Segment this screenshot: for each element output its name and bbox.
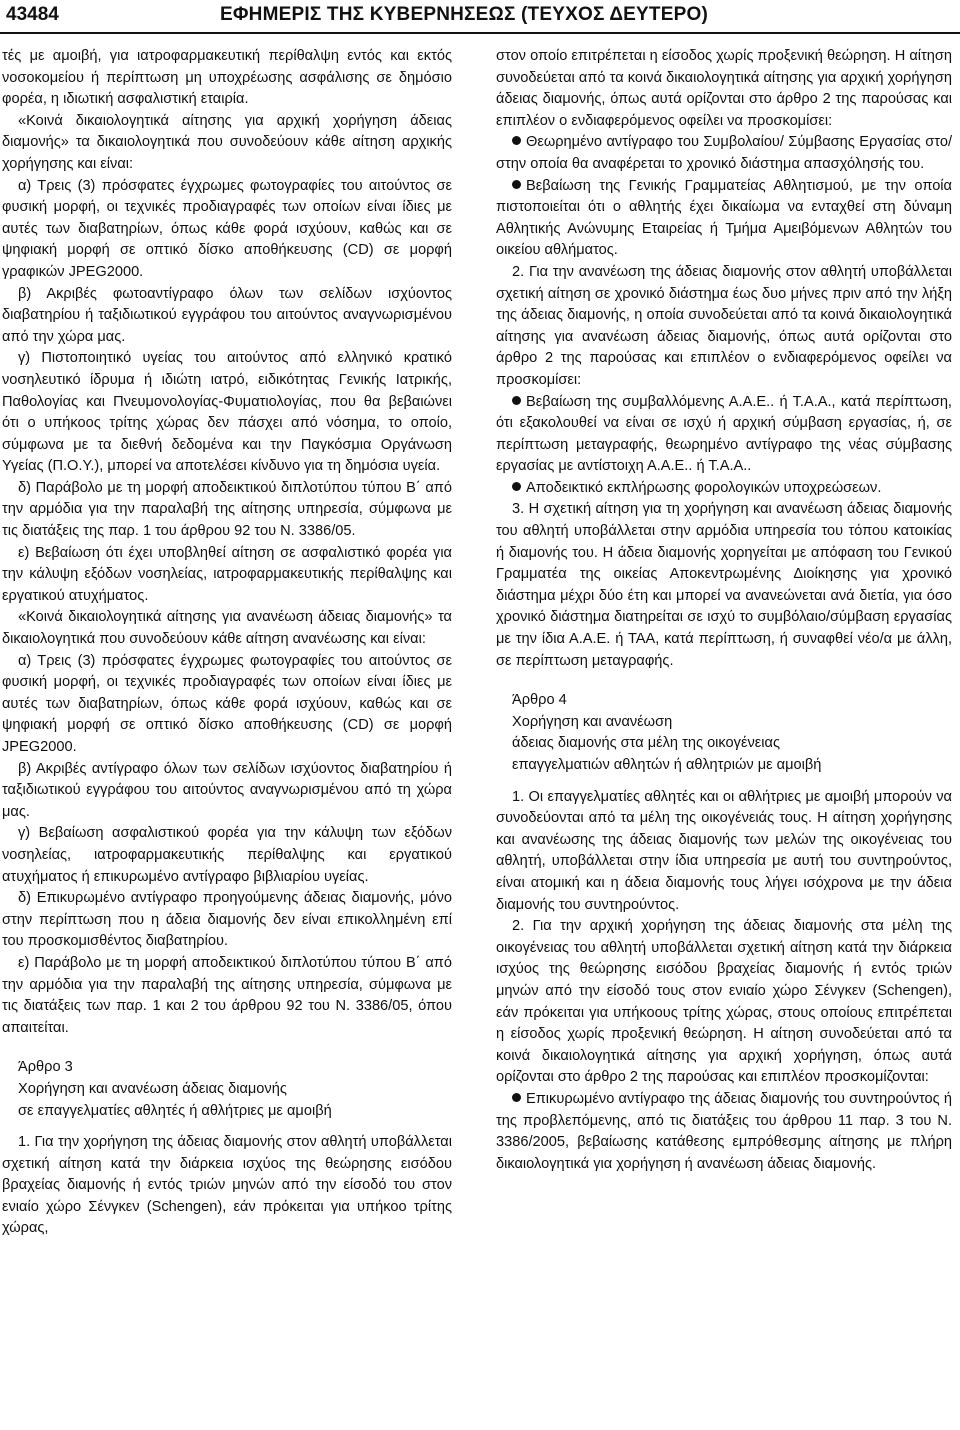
paragraph: ε) Βεβαίωση ότι έχει υποβληθεί αίτηση σε ασφαλιστικό φορέα για την κάλυψη εξόδων νοσηλείας, ιατροφαρμακευτικής περίθαλψης και εργατικού ατυχήματος. — [2, 544, 452, 604]
bullet-text: Βεβαίωση της συμβαλλόμενης Α.Α.Ε.. ή Τ.Α.Α., κατά περίπτωση, ότι εξακολουθεί να είναι σε ισχύ ή αρχική σύμβαση εργασίας, ή, σε περίπτωση μεταγραφής, θεωρημένο αντίγραφο της νέας σύμβασης εργασίας με αντίστοιχη Α.Α.Ε.. ή Τ.Α.Α.. — [496, 393, 952, 475]
page-number: 43484 — [6, 4, 59, 25]
bullet-text: Βεβαίωση της Γενικής Γραμματείας Αθλητισμού, με την οποία πιστοποιείται ότι ο αθλητής έχει δικαίωμα να ενταχθεί στη δύναμη Αθλητικής Ανώνυμης Εταιρείας ή Τμήμα Αμειβόμενων Αθλητών του οικείου αθλήματος. — [496, 177, 952, 259]
right-column — [496, 46, 952, 1175]
bullet-text: Αποδεικτικό εκπλήρωσης φορολογικών υποχρεώσεων. — [526, 479, 882, 496]
bullet-text: Θεωρημένο αντίγραφο του Συμβολαίου/ Σύμβασης Εργασίας στο/στην οποία θα αναφέρεται το χρονικό διάστημα απασχόλησής του. — [496, 134, 952, 172]
paragraph: 2. Για την ανανέωση της άδειας διαμονής στον αθλητή υποβάλλεται σχετική αίτηση σε χρονικό διάστημα έως δυο μήνες πριν από την λήξη της άδειας διαμονής, η οποία συνοδεύεται από τα κοινά δικαιολογητικά αίτησης για ανανέωση άδειας διαμονής, όπως αυτά ορίζονται στο άρθρο 2 της παρούσας και επιπλέον ο ενδιαφερόμενος οφείλει να προσκομίσει: — [496, 263, 952, 388]
paragraph: 2. Για την αρχική χορήγηση της άδειας διαμονής στα μέλη της οικογένειας του αθλητή υποβάλλεται σχετική αίτηση κατά την διάρκεια ισχύος της θεώρησης εισόδου βραχείας διαμονής ή εντός τριών μηνών από την είσοδό τους στον ενιαίο χώρο Σένγκεν (Schengen), εάν πρόκειται για υπήκοους τρίτης χώρας, στους οποίους επιτρέπεται η είσοδος χωρίς προξενική θεώρηση. Η αίτηση συνοδεύεται από τα κοινά δικαιολογητικά αίτησης για αρχική χορήγηση, όπως αυτά ορίζονται στο άρθρο 2 της παρούσας και επιπλέον προσκομίζονται: — [496, 918, 952, 1086]
article-3-heading — [2, 1057, 452, 1122]
article-4-title-line1: Χορήγηση και ανανέωση — [512, 713, 673, 730]
paragraph: 3. Η σχετική αίτηση για τη χορήγηση και ανανέωση άδειας διαμονής του αθλητή υποβάλλεται στην αρμόδια υπηρεσία του τόπου κατοικίας ή διαμονής του. Η άδεια διαμονής χορηγείται με απόφαση του Γενικού Γραμματέα της οικείας Αποκεντρωμένης Διοίκησης για χρονικό διάστημα μέχρι δύο έτη και μπορεί να ανανεώνεται ανά διετία, για όσο χρονικό διάστημα διατηρείται σε ισχύ το συμβόλαιο/σύμβαση εργασίας με την ίδια Α.Α.Ε. ή ΤΑΑ, κατά περίπτωση, ή συναφθεί νέο/α με άλλη, σε περίπτωση μεταγραφής. — [496, 501, 952, 669]
bullet-item — [496, 1089, 952, 1175]
gazette-title: ΕΦΗΜΕΡΙΣ ΤΗΣ ΚΥΒΕΡΝΗΣΕΩΣ (ΤΕΥΧΟΣ ΔΕΥΤΕΡΟ) — [220, 4, 708, 25]
article-3-number: Άρθρο 3 — [18, 1059, 73, 1076]
paragraph: 1. Για την χορήγηση της άδειας διαμονής στον αθλητή υποβάλλεται σχετική αίτηση κατά την διάρκεια ισχύος της θεώρησης εισόδου βραχείας διαμονής ή εντός τριών μηνών από την είσοδό του στον ενιαίο χώρο Σένγκεν (Schengen), εάν πρόκειται για υπήκοο τρίτης χώρας, — [2, 1134, 452, 1237]
bullet-item — [496, 392, 952, 478]
bullet-item — [496, 478, 952, 500]
paragraph: ε) Παράβολο με τη μορφή αποδεικτικού διπλοτύπου τύπου Β΄ από την αρμόδια για την παραλαβή της αίτησης υπηρεσία, σύμφωνα με τις διατάξεις των παρ. 1 και 2 του άρθρου 92 του Ν. 3386/05, όπου απαιτείται. — [2, 954, 452, 1036]
paragraph: τές με αμοιβή, για ιατροφαρμακευτική περίθαλψη εντός και εκτός νοσοκομείου ή περίπτωση μη υποχρέωσης ασφάλισης σε δημόσιο φορέα, η ιδιωτική ασφαλιστική εταιρία. — [2, 48, 452, 108]
bullet-icon — [512, 1093, 521, 1102]
paragraph: 1. Οι επαγγελματίες αθλητές και οι αθλήτριες με αμοιβή μπορούν να συνοδεύονται από τα μέλη της οικογένειάς τους. Η αίτηση χορήγησης και ανανέωσης της άδειας διαμονής των μελών της οικογένειας του αθλητή, υποβάλλεται στην ίδια υπηρεσία με αυτή του συντηρούντος, είναι ατομική και η άδεια διαμονής τους λήγει ισόχρονα με την άδεια διαμονής του συντηρούντος. — [496, 788, 952, 913]
paragraph: β) Ακριβές αντίγραφο όλων των σελίδων ισχύοντος διαβατηρίου ή ταξιδιωτικού εγγράφου του αιτούντος αναγνωρισμένου από τη χώρα μας. — [2, 760, 452, 820]
page-header — [0, 0, 960, 36]
header-rule — [0, 32, 960, 34]
paragraph: α) Τρεις (3) πρόσφατες έγχρωμες φωτογραφίες του αιτούντος σε φυσική μορφή, οι τεχνικές προδιαγραφές των οποίων είναι ίδιες με αυτές των διαβατηρίων, όπως κάθε φορά ισχύουν, καθώς και σε ψηφιακή μορφή σε οπτικό δίσκο αποθήκευσης (CD) σε μορφή JPEG2000. — [2, 652, 452, 755]
bullet-icon — [512, 396, 521, 405]
bullet-icon — [512, 180, 521, 189]
bullet-item — [496, 176, 952, 262]
bullet-item — [496, 132, 952, 175]
article-3-title-line1: Χορήγηση και ανανέωση άδειας διαμονής — [18, 1080, 287, 1097]
paragraph: β) Ακριβές φωτοαντίγραφο όλων των σελίδων ισχύοντος διαβατηρίου ή ταξιδιωτικού εγγράφου του αιτούντος αναγνωρισμένου από την χώρα μας. — [2, 285, 452, 345]
left-column — [2, 46, 452, 1240]
paragraph: «Κοινά δικαιολογητικά αίτησης για αρχική χορήγηση άδειας διαμονής» τα δικαιολογητικά που συνοδεύουν κάθε αίτηση αρχικής χορήγησης και είναι: — [2, 112, 452, 172]
paragraph: δ) Παράβολο με τη μορφή αποδεικτικού διπλοτύπου τύπου Β΄ από την αρμόδια για την παραλαβή της αίτησης υπηρεσία, σύμφωνα με τις διατάξεις της παρ. 1 του άρθρου 92 του Ν. 3386/05. — [2, 479, 452, 540]
bullet-icon — [512, 136, 521, 145]
article-4-number: Άρθρο 4 — [512, 692, 567, 709]
article-4-title-line3: επαγγελματιών αθλητών ή αθλητριών με αμοιβή — [512, 757, 822, 773]
bullet-icon — [512, 482, 521, 491]
bullet-text: Επικυρωμένο αντίγραφο της άδειας διαμονής του συντηρούντος ή της προβλεπόμενης, από τις διατάξεις του άρθρου 11 παρ. 3 του Ν. 3386/2005, βεβαίωσης κατάθεσης εμπρόθεσμης αίτησης με πλήρη δικαιολογητικά για χορήγηση ή ανανέωση άδειας διαμονής. — [496, 1090, 952, 1172]
paragraph: α) Τρεις (3) πρόσφατες έγχρωμες φωτογραφίες του αιτούντος σε φυσική μορφή, οι τεχνικές προδιαγραφές των οποίων είναι ίδιες με αυτές των διαβατηρίων, όπως κάθε φορά ισχύουν, καθώς και σε ψηφιακή μορφή σε οπτικό δίσκο αποθήκευσης (CD) σε μορφή γραφικών JPEG2000. — [2, 177, 452, 280]
paragraph: δ) Επικυρωμένο αντίγραφο προηγούμενης άδειας διαμονής, μόνο στην περίπτωση που η άδεια διαμονής δεν είναι επικολλημένη επί του προσκομισθέντος διαβατηρίου. — [2, 890, 452, 950]
paragraph: γ) Πιστοποιητικό υγείας του αιτούντος από ελληνικό κρατικό νοσηλευτικό ίδρυμα ή ιδιώτη ιατρό, ειδικότητας Γενικής Ιατρικής, Παθολογίας και Πνευμονολογίας-Φυματιολογίας, που θα βεβαιώνει ότι ο υπήκοος τρίτης χώρας δεν πάσχει από νόσημα, το οποίο, σύμφωνα με τα διεθνή δεδομένα και την Παγκόσμια Οργάνωση Υγείας (Π.Ο.Υ.), μπορεί να αποτελέσει κίνδυνο για τη δημόσια υγεία. — [2, 350, 452, 475]
paragraph: «Κοινά δικαιολογητικά αίτησης για ανανέωση άδειας διαμονής» τα δικαιολογητικά που συνοδεύουν κάθε αίτηση ανανέωσης και είναι: — [2, 609, 452, 648]
article-4-title-line2: άδειας διαμονής στα μέλη της οικογένειας — [512, 735, 780, 752]
article-4-heading — [496, 690, 952, 776]
paragraph: στον οποίο επιτρέπεται η είσοδος χωρίς προξενική θεώρηση. Η αίτηση συνοδεύεται από τα κοινά δικαιολογητικά αίτησης για αρχική χορήγηση άδειας διαμονής, όπως αυτά ορίζονται στο άρθρο 2 της παρούσας και επιπλέον ο ενδιαφερόμενος οφείλει να προσκομίσει: — [496, 48, 952, 129]
article-3-title-line2: σε επαγγελματίες αθλητές ή αθλήτριες με αμοιβή — [18, 1102, 332, 1119]
paragraph: γ) Βεβαίωση ασφαλιστικού φορέα για την κάλυψη των εξόδων νοσηλείας, ιατροφαρμακευτικής περίθαλψης και εργατικού ατυχήματος ή επικυρωμένο αντίγραφο βιβλιαρίου υγείας. — [2, 825, 452, 885]
